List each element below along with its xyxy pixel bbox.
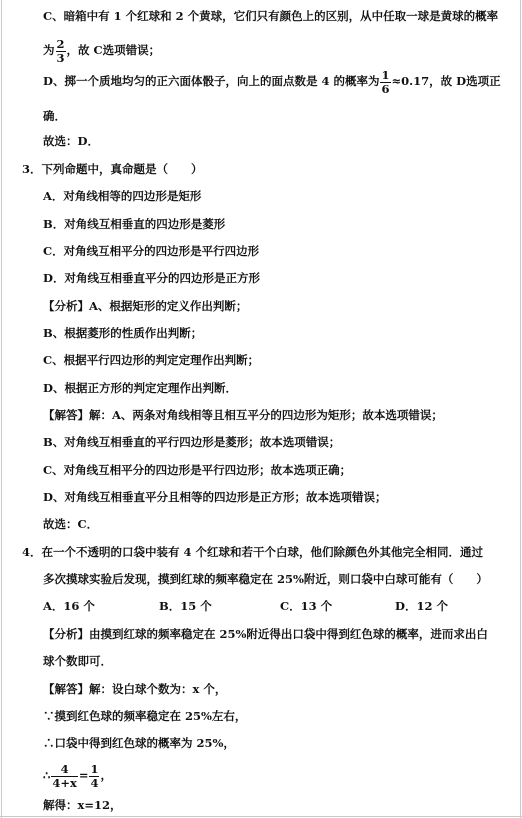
q4-eq-left-fraction (51, 763, 78, 790)
q4-final-line: 解得：x=12， (43, 798, 122, 812)
q3-analysis-line-2: B、根据菱形的性质作出判断； (43, 326, 203, 340)
q4-eq-therefore: ∴ (43, 768, 51, 782)
q4-stem-line-1: 4．在一个不透明的口袋中装有 4 个红球和若干个白球，他们除颜色外其他完全相同．通过 (22, 545, 484, 559)
q2-c-result-post: ，故 C选项错误； (66, 43, 161, 57)
q4-eq-left-numerator: 4 (51, 763, 78, 777)
q2-d-analysis-post: ≈0.17，故 D选项正 (391, 74, 501, 88)
q2-c-text: C、暗箱中有 1 个红球和 2 个黄球，它们只有颜色上的区别，从中任取一球是黄球的概率 (43, 9, 499, 23)
q4-eq-right-fraction (89, 763, 99, 790)
q3-analysis-line-1: 【分析】A、根据矩形的定义作出判断； (43, 299, 248, 313)
q3-analysis-line-3: C、根据平行四边形的判定定理作出判断； (43, 353, 260, 367)
page-border-bottom (0, 816, 522, 817)
q2-c-result-pre: 为 (43, 43, 55, 57)
q4-eq-right-denominator: 4 (90, 775, 99, 790)
q4-therefore-line: ∴口袋中得到红色球的概率为 25%， (43, 736, 235, 750)
q2-c-fraction-denominator: 3 (56, 50, 65, 65)
q3-stem: 3．下列命题中，真命题是（ ） (22, 162, 203, 176)
q4-eq-right-numerator: 1 (90, 761, 99, 776)
q2-d-analysis-pre: D、掷一个质地均匀的正六面体骰子，向上的面点数是 4 的概率为 (43, 74, 380, 88)
q2-option-c-analysis (43, 8, 498, 24)
q4-eq-suffix: ， (100, 768, 112, 782)
q3-solution-line-2: B、对角线互相垂直的平行四边形是菱形；故本选项错误； (43, 435, 341, 449)
q4-options-row (43, 598, 463, 614)
q2-option-c-result (43, 36, 160, 65)
q3-solution-line-4: D、对角线互相垂直平分且相等的四边形是正方形；故本选项错误； (43, 490, 387, 504)
q3-option-b: B．对角线互相垂直的四边形是菱形 (43, 217, 226, 231)
q3-solution-line-1: 【解答】解：A、两条对角线相等且相互平分的四边形为矩形；故本选项错误； (43, 408, 443, 422)
q4-stem-line-2: 多次摸球实验后发现，摸到红球的频率稳定在 25%附近，则口袋中白球可能有（ ） (43, 572, 488, 586)
q3-solution-line-3: C、对角线互相平分的四边形是平行四边形；故本选项正确； (43, 463, 352, 477)
q2-c-fraction (56, 38, 66, 65)
q3-analysis-line-4: D、根据正方形的判定定理作出判断． (43, 381, 237, 395)
q3-option-d: D．对角线互相垂直平分的四边形是正方形 (43, 271, 260, 285)
q2-option-d-analysis (43, 67, 501, 96)
q2-d-fraction (380, 69, 390, 96)
q2-d-fraction-denominator: 6 (381, 81, 390, 96)
q3-option-a: A．对角线相等的四边形是矩形 (43, 189, 202, 203)
q4-because-line: ∵摸到红色球的频率稳定在 25%左右， (43, 709, 247, 723)
q2-option-d-analysis-cont: 确． (43, 109, 66, 123)
page-border-right (520, 0, 521, 818)
q4-analysis-line-1: 【分析】由摸到红球的频率稳定在 25%附近得出口袋中得到红色球的概率，进而求出白 (43, 627, 488, 641)
q4-analysis-line-2: 球个数即可． (43, 654, 112, 668)
q4-eq-left-denominator: 4+x (52, 775, 77, 790)
q3-answer: 故选：C． (43, 517, 99, 531)
q3-option-c: C．对角线互相平分的四边形是平行四边形 (43, 244, 260, 258)
q2-c-fraction-numerator: 2 (56, 36, 65, 51)
q4-option-c: C．13 个 (280, 599, 333, 613)
q4-option-d: D．12 个 (395, 599, 448, 613)
q2-answer: 故选：D． (43, 134, 99, 148)
q4-option-a: A．16 个 (43, 599, 95, 613)
q4-option-b: B．15 个 (159, 599, 212, 613)
q4-eq-equals: = (78, 768, 89, 782)
q4-solution-intro: 【解答】解：设白球个数为：x 个， (43, 682, 227, 696)
q4-equation (43, 760, 112, 790)
q2-d-fraction-numerator: 1 (381, 67, 390, 82)
page-border-left (1, 0, 2, 818)
